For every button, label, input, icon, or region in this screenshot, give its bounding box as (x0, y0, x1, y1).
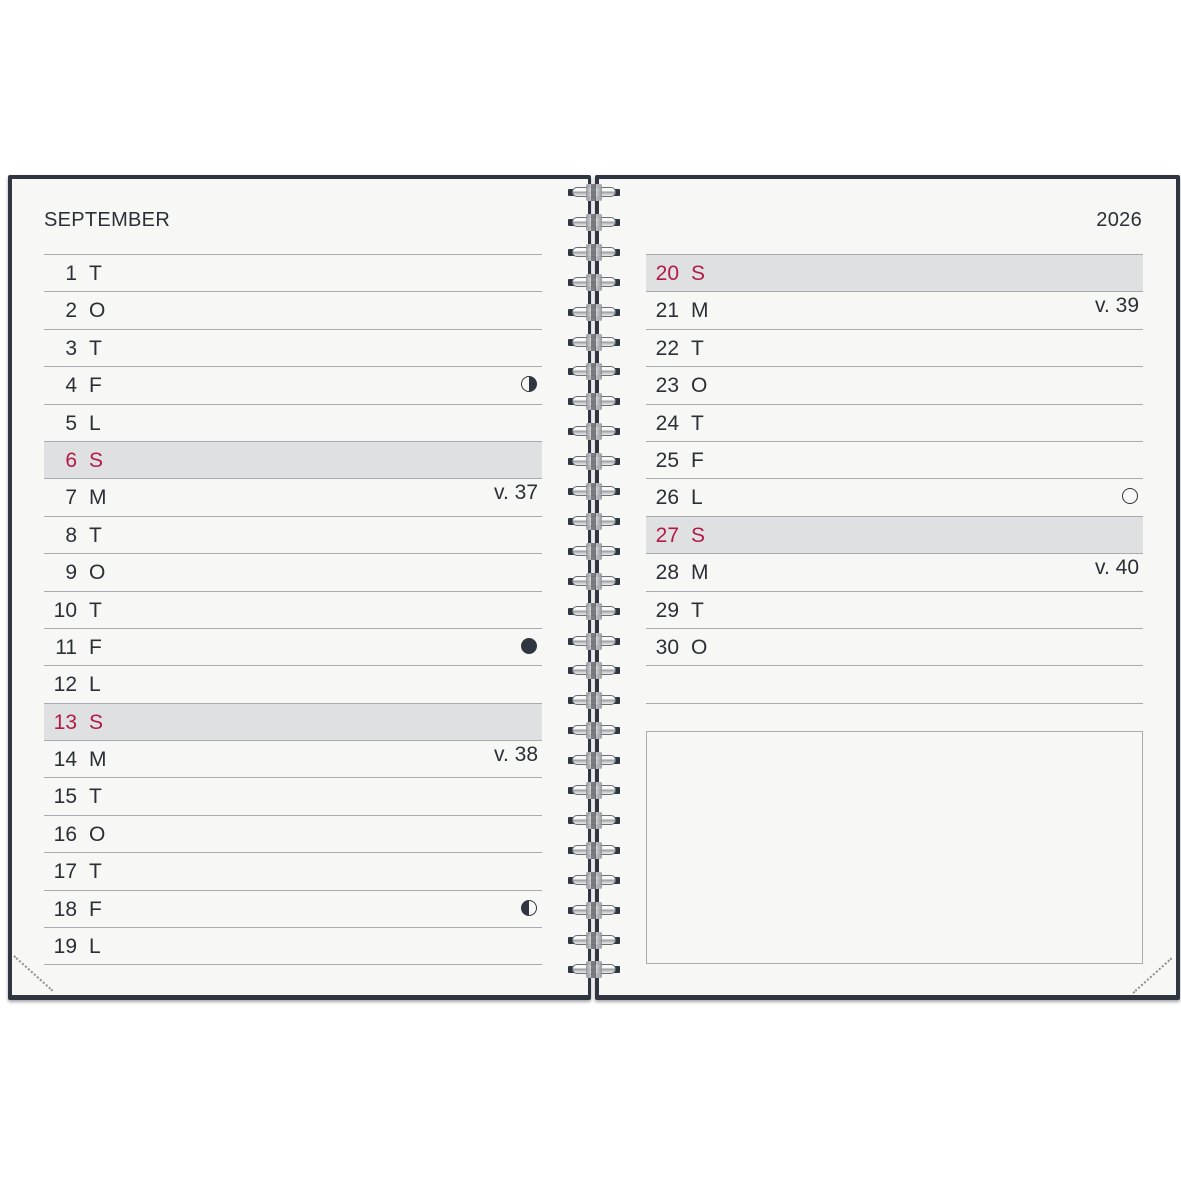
weekday-letter: T (691, 411, 704, 435)
spiral-coil (566, 214, 622, 231)
weekday-letter: T (89, 262, 102, 285)
day-number: 8 (65, 523, 77, 547)
spiral-coil (566, 573, 622, 590)
day-number: 12 (53, 673, 77, 697)
day-row-24[interactable] (646, 404, 1143, 441)
day-row-14[interactable] (44, 740, 542, 777)
spiral-coil (566, 842, 622, 859)
last-quarter-moon-icon (521, 900, 537, 916)
spiral-coil (566, 363, 622, 380)
day-row-12[interactable] (44, 665, 542, 702)
day-row-30[interactable] (646, 628, 1143, 665)
day-number: 15 (53, 785, 77, 809)
day-row-1[interactable] (44, 254, 542, 291)
day-row-3[interactable] (44, 329, 542, 366)
weekday-letter: O (89, 822, 106, 846)
weekday-letter: F (89, 374, 102, 398)
day-number: 3 (65, 336, 77, 360)
weekday-letter: O (89, 299, 106, 323)
day-row-7[interactable] (44, 478, 542, 515)
weekday-letter: T (89, 598, 102, 622)
weekday-letter: T (89, 336, 102, 360)
weekday-letter: L (89, 935, 101, 959)
weekday-letter: M (89, 748, 107, 772)
day-number: 7 (65, 486, 77, 510)
day-number: 22 (655, 336, 679, 360)
day-number: 2 (65, 299, 77, 323)
weekday-letter: T (691, 336, 704, 360)
spiral-coil (566, 722, 622, 739)
day-number: 11 (55, 635, 77, 659)
spiral-coil (566, 692, 622, 709)
day-row-28[interactable] (646, 553, 1143, 590)
day-row-19[interactable] (44, 927, 542, 964)
day-number: 28 (655, 561, 679, 585)
year-title: 2026 (1096, 209, 1142, 231)
day-number: 16 (53, 822, 77, 846)
day-number: 4 (65, 374, 77, 398)
first-quarter-moon-icon (521, 376, 537, 392)
day-number: 5 (65, 411, 77, 435)
spiral-coil (566, 274, 622, 291)
left-day-list (44, 254, 542, 965)
weekday-letter: L (691, 486, 703, 510)
day-row-5[interactable] (44, 404, 542, 441)
day-number: 17 (53, 860, 77, 884)
weekday-letter: L (89, 411, 101, 435)
spiral-coil (566, 932, 622, 949)
weekday-letter: T (691, 598, 704, 622)
weekday-letter: F (89, 635, 102, 659)
weekday-letter: F (691, 448, 704, 472)
weekday-letter: T (89, 785, 102, 809)
day-row-17[interactable] (44, 852, 542, 889)
day-row-4[interactable] (44, 366, 542, 403)
spiral-coil (566, 453, 622, 470)
day-row-6[interactable] (44, 441, 542, 478)
spiral-coil (566, 872, 622, 889)
full-moon-icon (1122, 488, 1138, 504)
spiral-coil (566, 393, 622, 410)
spiral-coil (566, 603, 622, 620)
weekday-letter: L (89, 673, 101, 697)
week-number: v. 40 (1095, 556, 1139, 580)
weekday-letter: S (89, 448, 104, 472)
spiral-coil (566, 782, 622, 799)
weekday-letter: O (691, 374, 708, 398)
day-row-blank[interactable] (646, 665, 1143, 702)
weekday-letter: S (89, 710, 104, 734)
weekday-letter: M (691, 299, 709, 323)
weekday-letter: S (691, 523, 706, 547)
day-number: 21 (655, 299, 679, 323)
week-number: v. 37 (494, 481, 538, 505)
spiral-coil (566, 662, 622, 679)
spiral-coil (566, 423, 622, 440)
list-bottom-rule (646, 703, 1143, 704)
new-moon-icon (521, 638, 537, 654)
spiral-coil (566, 752, 622, 769)
day-row-25[interactable] (646, 441, 1143, 478)
day-row-9[interactable] (44, 553, 542, 590)
day-row-2[interactable] (44, 291, 542, 328)
spiral-coil (566, 633, 622, 650)
right-day-list (646, 254, 1143, 704)
day-number: 25 (655, 448, 679, 472)
day-row-22[interactable] (646, 329, 1143, 366)
day-row-23[interactable] (646, 366, 1143, 403)
day-row-15[interactable] (44, 777, 542, 814)
list-bottom-rule (44, 964, 542, 965)
weekday-letter: M (89, 486, 107, 510)
weekday-letter: T (89, 860, 102, 884)
day-number: 23 (655, 374, 679, 398)
day-number: 27 (655, 523, 679, 547)
day-number: 18 (53, 897, 77, 921)
spiral-coil (566, 184, 622, 201)
spiral-coil (566, 304, 622, 321)
spiral-coil (566, 483, 622, 500)
day-row-16[interactable] (44, 815, 542, 852)
day-number: 29 (655, 598, 679, 622)
day-row-26[interactable] (646, 478, 1143, 515)
day-row-11[interactable] (44, 628, 542, 665)
day-number: 9 (65, 561, 77, 585)
spiral-coil (566, 902, 622, 919)
day-row-29[interactable] (646, 591, 1143, 628)
day-row-13[interactable] (44, 703, 542, 740)
weekday-letter: M (691, 561, 709, 585)
spiral-coil (566, 244, 622, 261)
day-number: 26 (655, 486, 679, 510)
day-row-20[interactable] (646, 254, 1143, 291)
day-number: 13 (53, 710, 77, 734)
spiral-coil (566, 513, 622, 530)
day-row-18[interactable] (44, 890, 542, 927)
spiral-coil (566, 334, 622, 351)
week-number: v. 39 (1095, 294, 1139, 318)
week-number: v. 38 (494, 743, 538, 767)
day-number: 14 (53, 748, 77, 772)
day-row-27[interactable] (646, 516, 1143, 553)
day-row-10[interactable] (44, 591, 542, 628)
weekday-letter: O (89, 561, 106, 585)
spiral-coil (566, 543, 622, 560)
weekday-letter: T (89, 523, 102, 547)
notes-box[interactable] (646, 731, 1143, 964)
day-number: 1 (65, 262, 77, 285)
month-title: SEPTEMBER (44, 209, 171, 231)
day-row-8[interactable] (44, 516, 542, 553)
spiral-coil (566, 961, 622, 978)
weekday-letter: O (691, 635, 708, 659)
day-number: 20 (655, 262, 679, 285)
day-number: 6 (65, 448, 77, 472)
day-number: 19 (53, 935, 77, 959)
day-number: 10 (53, 598, 77, 622)
weekday-letter: S (691, 262, 706, 285)
weekday-letter: F (89, 897, 102, 921)
day-number: 30 (655, 635, 679, 659)
spiral-coil (566, 812, 622, 829)
day-row-21[interactable] (646, 291, 1143, 328)
day-number: 24 (655, 411, 679, 435)
spiral-binding (566, 184, 622, 990)
